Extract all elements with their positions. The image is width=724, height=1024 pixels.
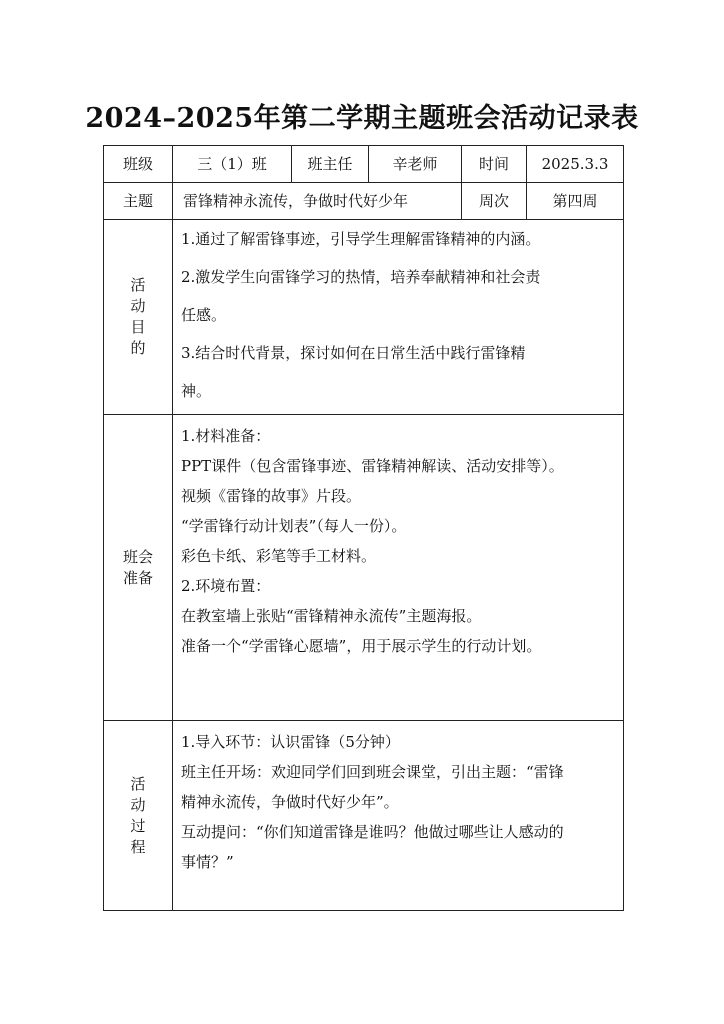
goals-label-char: 动: [130, 297, 146, 315]
goals-label: [104, 220, 173, 415]
process-line: 班主任开场：欢迎同学们回到班会课堂，引出主题：“雷锋: [181, 763, 564, 781]
week-value: 第四周: [527, 183, 624, 220]
class-label: 班级: [104, 146, 173, 183]
process-line: 1.导入环节：认识雷锋（5分钟）: [181, 733, 400, 751]
prep-content: [173, 415, 624, 721]
process-label-char: 程: [130, 837, 146, 856]
prep-line: 视频《雷锋的故事》片段。: [181, 487, 362, 505]
goal-line: 3.结合时代背景，探讨如何在日常生活中践行雷锋精: [181, 344, 526, 362]
record-table: [103, 145, 624, 911]
process-line: 事情？”: [181, 853, 234, 871]
process-label-char: 活: [130, 774, 146, 793]
time-value: 2025.3.3: [527, 146, 624, 183]
info-row-1: [104, 146, 624, 183]
goal-line: 任感。: [181, 306, 227, 324]
prep-line: 1.材料准备：: [181, 427, 271, 445]
goal-line: 1.通过了解雷锋事迹，引导学生理解雷锋精神的内涵。: [181, 230, 541, 248]
prep-label: [104, 415, 173, 721]
time-label: 时间: [462, 146, 527, 183]
prep-label-line: 准备: [122, 568, 153, 587]
process-content: [173, 721, 624, 911]
process-line: 互动提问：“你们知道雷锋是谁吗？他做过哪些让人感动的: [181, 823, 564, 841]
goals-label-char: 目: [130, 318, 146, 336]
goal-line: 2.激发学生向雷锋学习的热情，培养奉献精神和社会责: [181, 268, 541, 286]
prep-line: 彩色卡纸、彩笔等手工材料。: [181, 547, 377, 565]
teacher-value: 辛老师: [369, 146, 462, 183]
goals-label-char: 活: [130, 276, 146, 294]
theme-label: 主题: [104, 183, 173, 220]
week-label: 周次: [462, 183, 527, 220]
teacher-label: 班主任: [292, 146, 369, 183]
class-value: 三（1）班: [173, 146, 292, 183]
goals-label-char: 的: [130, 339, 146, 357]
process-label-char: 过: [130, 816, 146, 835]
prep-line: 在教室墙上张贴“雷锋精神永流传”主题海报。: [181, 607, 482, 625]
prep-row: [104, 415, 624, 721]
prep-line: 准备一个“学雷锋心愿墙”，用于展示学生的行动计划。: [181, 637, 542, 655]
info-row-2: [104, 183, 624, 220]
process-line: 精神永流传，争做时代好少年”。: [181, 793, 399, 811]
process-label: [104, 721, 173, 911]
process-row: [104, 721, 624, 911]
goals-row: [104, 220, 624, 415]
prep-label-line: 班会: [122, 547, 153, 566]
page-title: 2024–2025年第二学期主题班会活动记录表: [85, 103, 639, 134]
theme-value: 雷锋精神永流传，争做时代好少年: [173, 183, 462, 220]
prep-line: “学雷锋行动计划表”（每人一份）。: [181, 517, 407, 535]
goal-line: 神。: [181, 382, 212, 400]
prep-line: 2.环境布置：: [181, 577, 271, 595]
goals-content: [173, 220, 624, 415]
process-label-char: 动: [130, 795, 146, 814]
prep-line: PPT课件（包含雷锋事迹、雷锋精神解读、活动安排等）。: [181, 457, 564, 475]
